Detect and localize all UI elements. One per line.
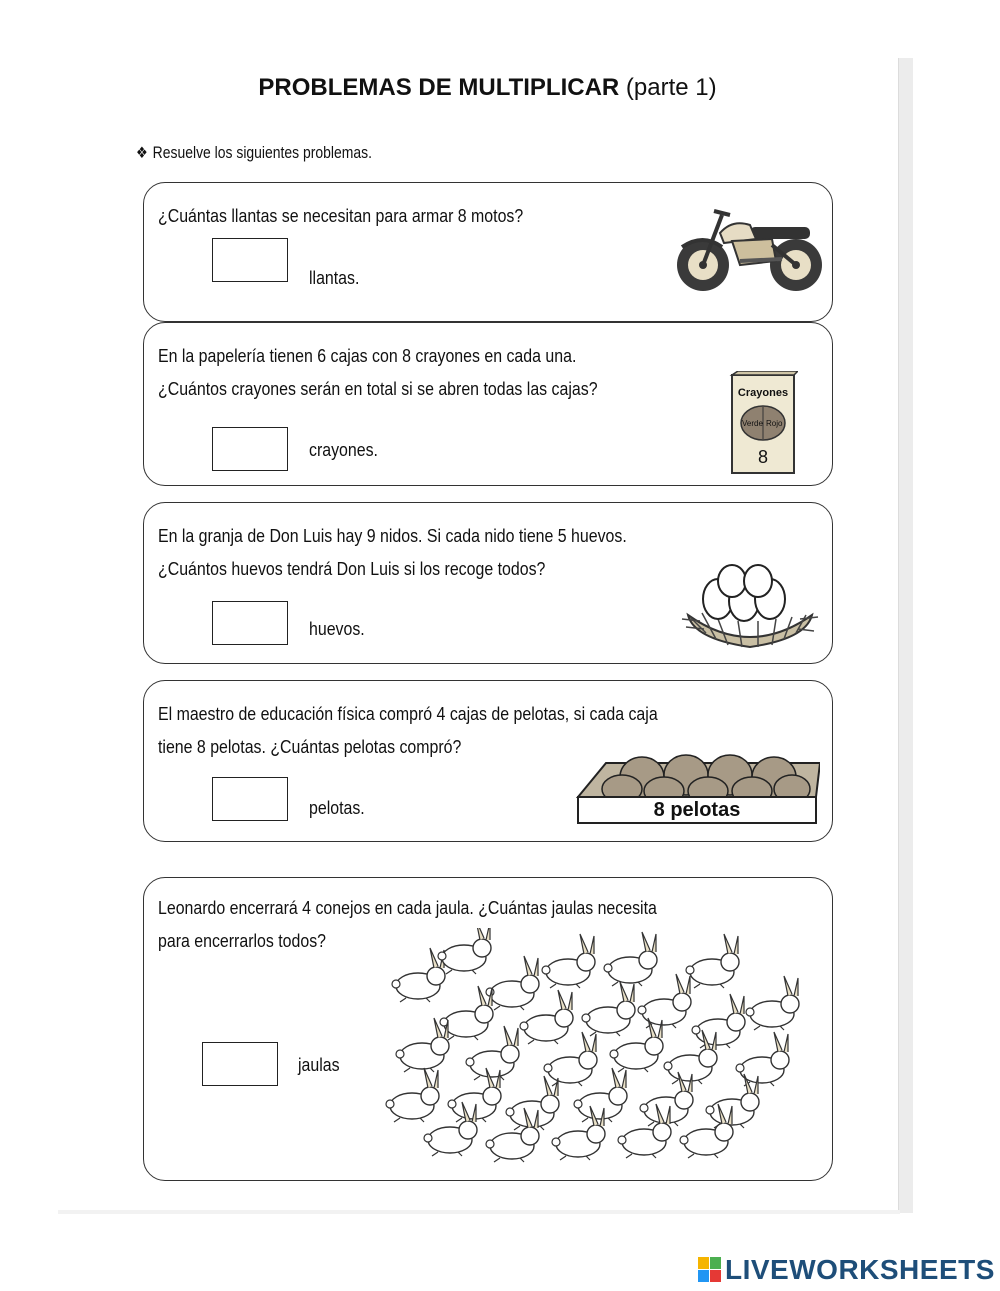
motorcycle-icon bbox=[670, 203, 824, 299]
ball-box-label: 8 pelotas bbox=[653, 799, 741, 821]
problem-card-1 bbox=[143, 182, 833, 322]
answer-unit: huevos. bbox=[309, 618, 365, 639]
question-line: ¿Cuántas llantas se necesitan para armar 8 motos? bbox=[158, 205, 524, 226]
instruction-text: Resuelve los siguientes problemas. bbox=[152, 143, 372, 162]
problem-card-2 bbox=[143, 322, 833, 486]
answer-unit: llantas. bbox=[309, 267, 360, 288]
question-line: En la papelería tienen 6 cajas con 8 crayones en cada una. bbox=[158, 345, 577, 366]
crayon-box-brand: Crayones bbox=[737, 387, 789, 399]
problem-question bbox=[158, 199, 523, 232]
question-line: En la granja de Don Luis hay 9 nidos. Si cada nido tiene 5 huevos. bbox=[158, 525, 627, 546]
answer-input[interactable] bbox=[212, 427, 288, 471]
problem-card-4 bbox=[143, 680, 833, 842]
answer-input[interactable] bbox=[212, 238, 288, 282]
liveworksheets-logo[interactable] bbox=[698, 1254, 995, 1286]
question-line: para encerrarlos todos? bbox=[158, 930, 327, 951]
crayon-box-count: 8 bbox=[757, 447, 768, 467]
answer-input[interactable] bbox=[212, 601, 288, 645]
answer-input[interactable] bbox=[212, 777, 288, 821]
problem-question bbox=[158, 519, 627, 585]
problem-card-3 bbox=[143, 502, 833, 664]
ball-box-icon bbox=[576, 747, 820, 827]
crayon-box-icon bbox=[728, 371, 798, 475]
question-line: El maestro de educación física compró 4 cajas de pelotas, si cada caja bbox=[158, 703, 658, 724]
question-line: ¿Cuántos crayones serán en total si se abren todas las cajas? bbox=[158, 378, 598, 399]
page-edge bbox=[58, 1210, 900, 1214]
question-line: ¿Cuántos huevos tendrá Don Luis si los recoge todos? bbox=[158, 558, 546, 579]
crayon-color-2: Rojo bbox=[766, 419, 783, 428]
liveworksheets-logo-icon bbox=[698, 1257, 722, 1283]
title-part: (parte 1) bbox=[625, 74, 717, 101]
title-main: PROBLEMAS DE MULTIPLICAR bbox=[258, 74, 620, 101]
egg-nest-icon bbox=[680, 559, 820, 655]
question-line: tiene 8 pelotas. ¿Cuántas pelotas compró? bbox=[158, 736, 462, 757]
bullet-icon: ❖ bbox=[136, 145, 148, 162]
answer-unit: pelotas. bbox=[309, 797, 365, 818]
answer-unit: jaulas bbox=[298, 1054, 340, 1075]
question-line: Leonardo encerrará 4 conejos en cada jaula. ¿Cuántas jaulas necesita bbox=[158, 897, 657, 918]
logo-text: LIVEWORKSHEETS bbox=[725, 1254, 995, 1285]
instruction bbox=[136, 143, 372, 163]
scrollbar[interactable] bbox=[898, 58, 913, 1213]
problem-card-5 bbox=[143, 877, 833, 1181]
answer-input[interactable] bbox=[202, 1042, 278, 1086]
problem-question bbox=[158, 339, 598, 405]
worksheet-title bbox=[0, 74, 975, 102]
rabbits-icon bbox=[382, 928, 812, 1168]
answer-unit: crayones. bbox=[309, 439, 378, 460]
crayon-color-1: Verde bbox=[742, 419, 763, 428]
